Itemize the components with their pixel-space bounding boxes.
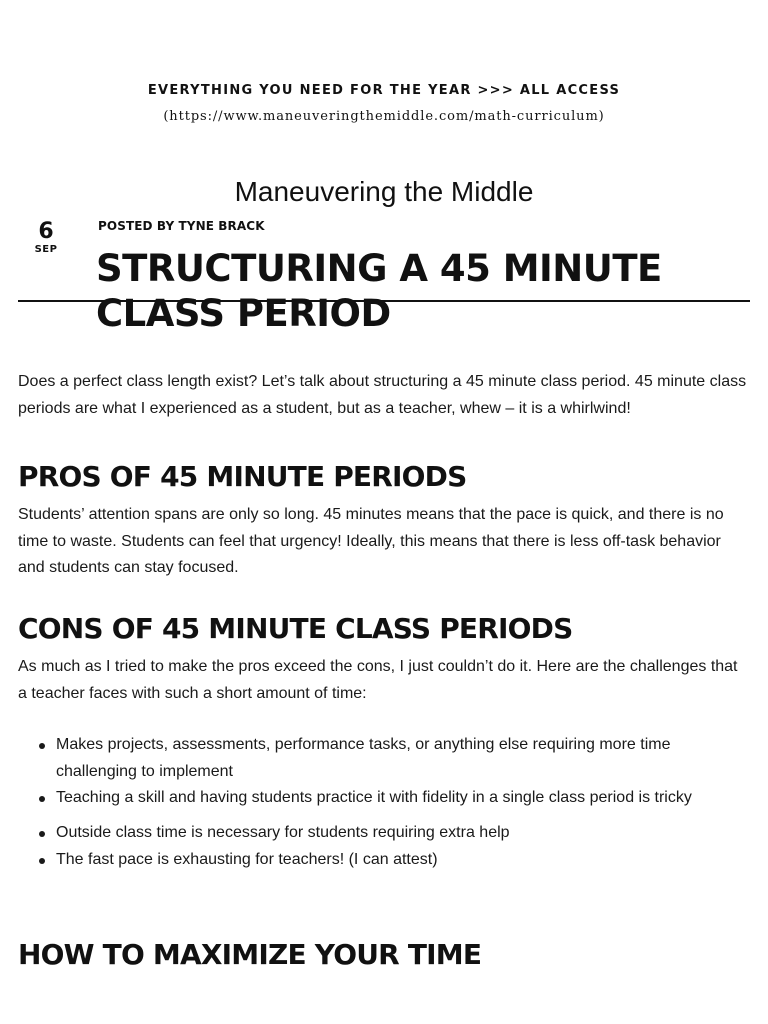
promo-title[interactable]: EVERYTHING YOU NEED FOR THE YEAR >>> ALL ACCESS (147, 83, 621, 98)
cons-paragraph: As much as I tried to make the pros exceed the cons, I just couldn’t do it. Here are the challenges that a teacher faces with such a short amount of time: (18, 657, 738, 702)
intro-paragraph: Does a perfect class length exist? Let’s talk about structuring a 45 minute class period. 45 minute class periods are what I experienced as a student, but as a teacher, whew – it is a whirlwind! (18, 373, 747, 417)
cons-heading: CONS OF 45 MINUTE CLASS PERIODS (18, 611, 573, 645)
pros-paragraph: Students’ attention spans are only so long. 45 minutes means that the pace is quick, and there is no time to waste. Students can feel that urgency! Ideally, this means that there is less off-task behavior and students can stay focused. (18, 506, 724, 577)
list-item: Outside class time is necessary for students requiring extra help (56, 820, 748, 847)
site-title[interactable]: Maneuvering the Middle (234, 176, 534, 207)
post-date-day: 6 (38, 219, 54, 244)
post-date-month: SEP (34, 244, 58, 255)
challenges-list (18, 732, 748, 873)
post-byline: POSTED BY TYNE BRACK (98, 219, 265, 233)
post-date-badge (30, 220, 62, 256)
list-item: Teaching a skill and having students practice it with fidelity in a single class period is tricky (56, 785, 748, 812)
promo-url[interactable]: (https://www.maneuveringthemiddle.com/math-curriculum) (163, 109, 605, 124)
post-title: STRUCTURING A 45 MINUTE CLASS PERIOD (96, 247, 662, 335)
next-heading-clip (18, 938, 718, 971)
maximize-time-heading: HOW TO MAXIMIZE YOUR TIME (18, 938, 482, 971)
article-body (18, 369, 748, 873)
list-item: The fast pace is exhausting for teachers! (I can attest) (56, 847, 748, 874)
list-item: Makes projects, assessments, performance tasks, or anything else requiring more time challenging to implement (56, 732, 748, 785)
all-access-promo-link[interactable] (0, 82, 768, 126)
pros-heading: PROS OF 45 MINUTE PERIODS (18, 460, 467, 494)
